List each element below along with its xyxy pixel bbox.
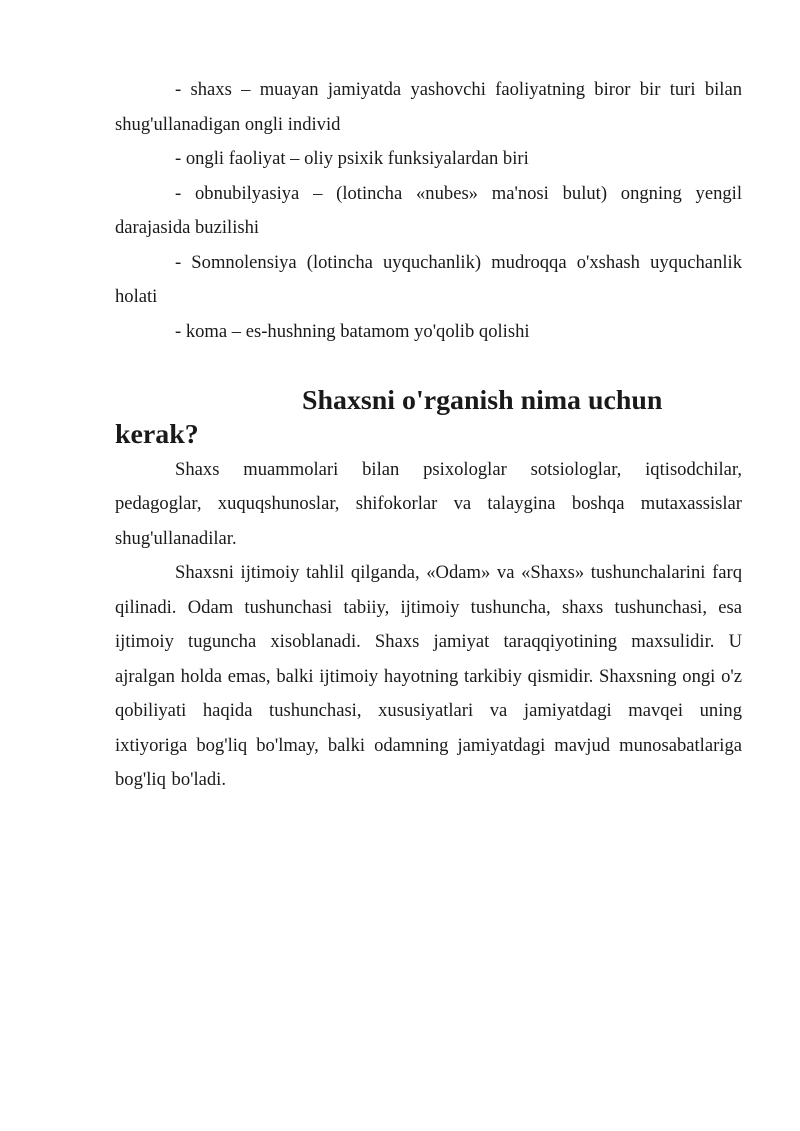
definition-shaxs: - shaxs – muayan jamiyatda yashovchi faoliyatning biror bir turi bilan shug'ullanadigan ongli individ (115, 79, 742, 135)
section-spacer (115, 349, 742, 384)
definition-somnolensiya: - Somnolensiya (lotincha uyquchanlik) mudroqqa o'xshash uyquchanlik holati (115, 251, 742, 307)
definition-list (115, 73, 742, 349)
definition-koma: - koma – es-hushning batamom yo'qolib qolishi (175, 320, 530, 342)
body-paragraph-2: Shaxsni ijtimoiy tahlil qilganda, «Odam» va «Shaxs» tushunchalarini farq qilinadi. Odam tushunchasi tabiiy, ijtimoiy tushuncha, shaxs tushunchasi, esa ijtimoiy tuguncha xisoblanadi. Shaxs jamiyat taraqqiyotining maxsulidir. U ajralgan holda emas, balki ijtimoiy hayotning tarkibiy qismidir. Shaxsning ongi o'z qobiliyati haqida tushunchasi, xususiyatlari va jamiyatdagi mavqei uning ixtiyoriga bog'liq bo'lmay, balki odamning jamiyatdagi mavjud munosabatlariga bog'liq bo'ladi. (115, 562, 742, 790)
definition-ongli-faoliyat: - ongli faoliyat – oliy psixik funksiyalardan biri (175, 148, 529, 169)
definition-obnubilyasiya: - obnubilyasiya – (lotincha «nubes» ma'nosi bulut) ongning yengil darajasida buzilishi (115, 182, 742, 238)
page-content (115, 73, 742, 798)
body-paragraph-1: Shaxs muammolari bilan psixologlar sotsiologlar, iqtisodchilar, pedagoglar, xuquqshunoslar, shifokorlar va talaygina boshqa mutaxassislar shug'ullanadilar. (115, 458, 742, 549)
section-heading: Shaxsni o'rganish nima uchun kerak? (115, 384, 663, 450)
